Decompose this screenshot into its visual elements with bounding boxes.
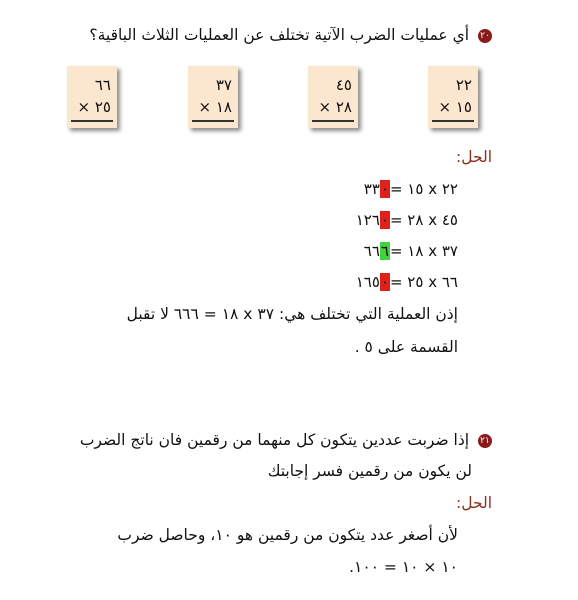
card-underline bbox=[71, 120, 113, 122]
calc-expression: ٣٧ x ١٨ = bbox=[389, 242, 458, 260]
multiplication-card-1 bbox=[428, 66, 478, 128]
calc-row-4 bbox=[356, 273, 458, 291]
calc-result-highlight: ٠ bbox=[380, 180, 389, 198]
calc-expression: ٤٥ x ٢٨ = bbox=[389, 211, 458, 229]
question-20 bbox=[89, 26, 492, 44]
multiplication-card-3 bbox=[188, 66, 238, 128]
multiplication-card-4 bbox=[67, 66, 117, 128]
question-21-text: إذا ضربت عددين يتكون كل منهما من رقمين فان ناتج الضرب bbox=[79, 431, 470, 449]
question-21 bbox=[80, 431, 492, 449]
calc-result-highlight: ٠ bbox=[380, 211, 389, 229]
solution-label: الحل: bbox=[456, 148, 492, 166]
conclusion-line-2: القسمة على ٥ . bbox=[354, 338, 458, 356]
calc-row-1 bbox=[364, 180, 458, 198]
solution-2-line-1: لأن أصغر عدد يتكون من رقمين هو ١٠، وحاصل ضرب bbox=[117, 526, 458, 544]
multiplication-card-2 bbox=[308, 66, 358, 128]
question-20-text: أي عمليات الضرب الآتية تختلف عن العمليات الثلاث الباقية؟ bbox=[89, 26, 470, 44]
calc-row-2 bbox=[356, 211, 458, 229]
question-21-line-2: لن يكون من رقمين فسر إجابتك bbox=[267, 462, 472, 480]
calc-result-highlight: ٦ bbox=[380, 242, 389, 260]
card-bottom-number: ٢٥ × bbox=[77, 98, 111, 116]
calc-result: ٦٦ bbox=[363, 242, 380, 260]
card-bottom-number: ٢٨ × bbox=[318, 98, 352, 116]
card-underline bbox=[312, 120, 354, 122]
card-underline bbox=[192, 120, 234, 122]
question-number-badge: ٢١ bbox=[478, 434, 492, 448]
card-top-number: ٢٢ bbox=[455, 76, 472, 94]
calc-result-highlight: ٠ bbox=[380, 273, 389, 291]
calc-expression: ٦٦ x ٢٥ = bbox=[389, 273, 458, 291]
card-top-number: ٤٥ bbox=[335, 76, 352, 94]
card-top-number: ٣٧ bbox=[215, 76, 232, 94]
card-bottom-number: ١٨ × bbox=[198, 98, 232, 116]
card-top-number: ٦٦ bbox=[94, 76, 111, 94]
solution-label-2: الحل: bbox=[456, 494, 492, 512]
calc-result: ١٢٦ bbox=[355, 211, 380, 229]
card-underline bbox=[432, 120, 474, 122]
calc-row-3 bbox=[364, 242, 458, 260]
conclusion-line-1: إذن العملية التي تختلف هي: ٣٧ x ١٨ = ٦٦٦ لا تقبل bbox=[126, 305, 458, 323]
calc-result: ١٦٥ bbox=[355, 273, 380, 291]
solution-2-line-2: ١٠ × ١٠ = ١٠٠. bbox=[349, 558, 458, 576]
question-number-badge: ٢٠ bbox=[478, 29, 492, 43]
calc-expression: ٢٢ x ١٥ = bbox=[389, 180, 458, 198]
calc-result: ٣٣ bbox=[363, 180, 380, 198]
card-bottom-number: ١٥ × bbox=[438, 98, 472, 116]
